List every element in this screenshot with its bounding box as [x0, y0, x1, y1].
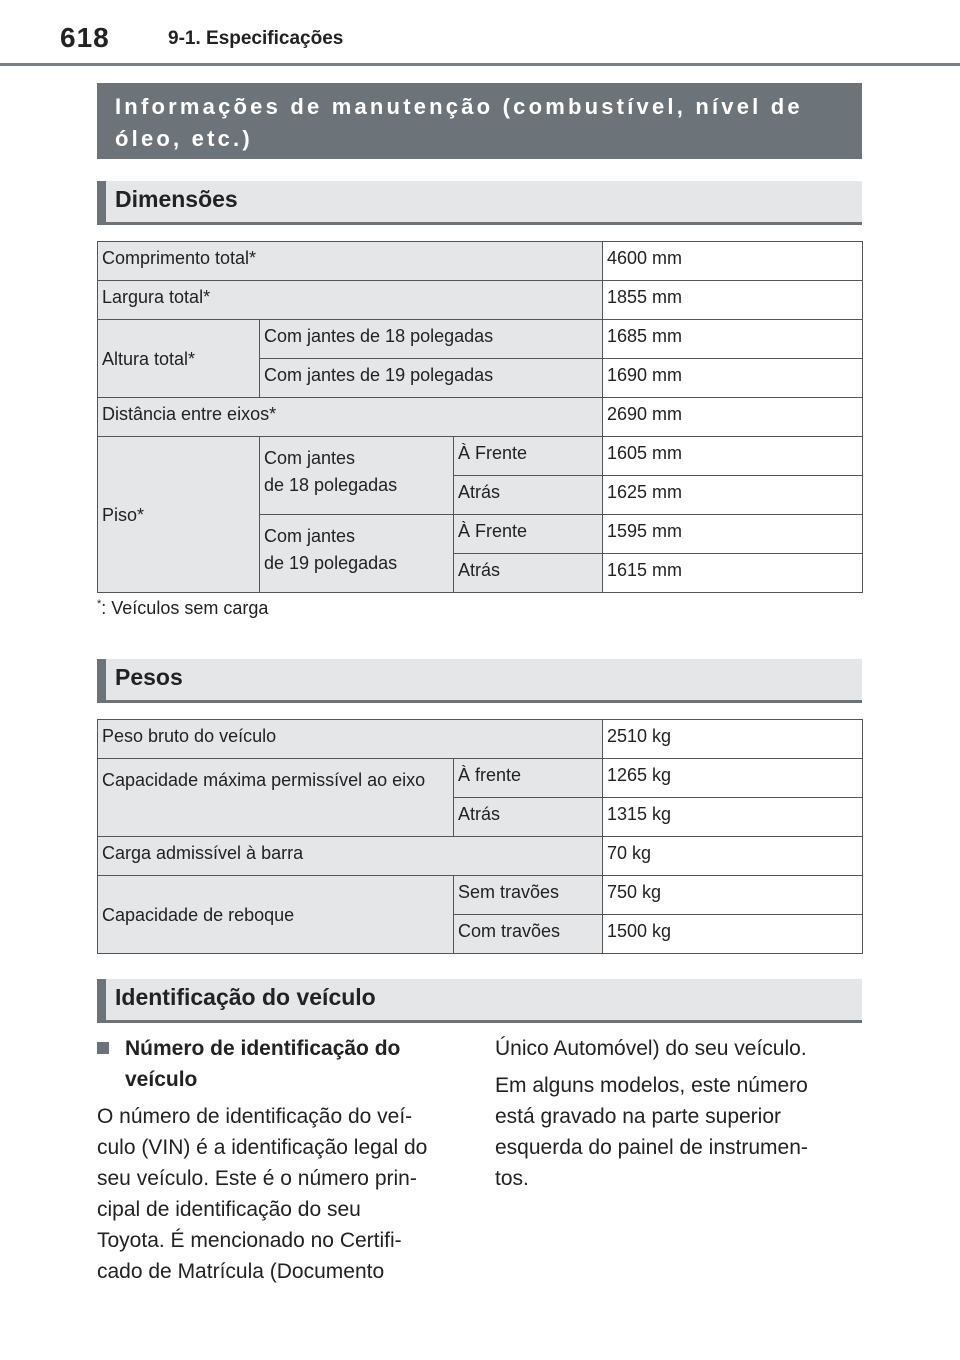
cell-value: 1265 kg: [603, 759, 863, 798]
right-column: [495, 1033, 865, 1194]
cell-value: 750 kg: [603, 876, 863, 915]
text-line: cado de Matrícula (Documento: [97, 1260, 385, 1283]
vin-subheading-line: Número de identificação do: [125, 1037, 401, 1060]
header-divider: [0, 63, 960, 66]
cell-label: [260, 437, 454, 515]
table-row: [98, 320, 863, 359]
cell-label: Altura total*: [98, 320, 260, 398]
section-banner: Informações de manutenção (combustível, nível de óleo, etc.): [97, 83, 862, 159]
text-line: O número de identificação do veí-: [97, 1105, 413, 1128]
vin-location-paragraph: [495, 1070, 865, 1194]
footnote-text: : Veículos sem carga: [101, 598, 269, 618]
cell-value: 4600 mm: [603, 242, 863, 281]
cell-value: 1315 kg: [603, 798, 863, 837]
left-column: [97, 1033, 467, 1287]
vin-paragraph: [97, 1101, 467, 1287]
identificacao-heading: [97, 979, 862, 1023]
vin-paragraph-continued: Único Automóvel) do seu veículo.: [495, 1037, 807, 1060]
identificacao-heading-text: Identificação do veículo: [115, 984, 376, 1010]
cell-value: 1685 mm: [603, 320, 863, 359]
cell-value: 70 kg: [603, 837, 863, 876]
chapter-title: 9-1. Especificações: [168, 28, 344, 49]
table-row: [98, 437, 863, 476]
cell-label: Largura total*: [98, 281, 603, 320]
page-header: [0, 0, 960, 64]
text-line: Toyota. É mencionado no Certifi-: [97, 1229, 402, 1252]
pesos-heading: [97, 659, 862, 703]
cell-value: 1500 kg: [603, 915, 863, 954]
cell-label: Sem travões: [454, 876, 603, 915]
cell-label: [260, 515, 454, 593]
cell-label: Capacidade de reboque: [98, 876, 454, 954]
footnote: [97, 598, 268, 619]
cell-label-line: Com jantes: [264, 526, 356, 546]
table-row: [98, 759, 863, 798]
page-number: 618: [60, 22, 110, 53]
cell-value: 1625 mm: [603, 476, 863, 515]
cell-label: Atrás: [454, 798, 603, 837]
cell-label: À frente: [454, 759, 603, 798]
table-row: [98, 876, 863, 915]
vin-subheading: [97, 1033, 467, 1095]
cell-value: 1595 mm: [603, 515, 863, 554]
text-line: cipal de identificação do seu: [97, 1198, 361, 1221]
cell-label: Peso bruto do veículo: [98, 720, 603, 759]
cell-label-line: de 18 polegadas: [264, 475, 398, 495]
cell-label: Piso*: [98, 437, 260, 593]
table-row: [98, 281, 863, 320]
cell-value: 1855 mm: [603, 281, 863, 320]
cell-label: À Frente: [454, 437, 603, 476]
square-bullet-icon: [97, 1042, 109, 1054]
cell-label: Atrás: [454, 476, 603, 515]
pesos-table: [97, 719, 863, 954]
text-line: seu veículo. Este é o número prin-: [97, 1167, 417, 1190]
table-row: [98, 242, 863, 281]
cell-label: Carga admissível à barra: [98, 837, 603, 876]
cell-label: Com jantes de 19 polegadas: [260, 359, 603, 398]
cell-label: Com travões: [454, 915, 603, 954]
table-row: [98, 837, 863, 876]
cell-label: Capacidade máxima permissível ao eixo: [98, 759, 454, 837]
cell-label: Distância entre eixos*: [98, 398, 603, 437]
vin-subheading-line: veículo: [125, 1068, 198, 1091]
table-row: [98, 720, 863, 759]
cell-label: À Frente: [454, 515, 603, 554]
cell-label: Atrás: [454, 554, 603, 593]
cell-label: Com jantes de 18 polegadas: [260, 320, 603, 359]
dimensoes-heading-text: Dimensões: [115, 186, 238, 212]
dimensoes-table: [97, 241, 863, 593]
text-line: Em alguns modelos, este número: [495, 1074, 808, 1097]
cell-label-line: de 19 polegadas: [264, 553, 398, 573]
cell-value: 1605 mm: [603, 437, 863, 476]
cell-label: Comprimento total*: [98, 242, 603, 281]
cell-value: 1690 mm: [603, 359, 863, 398]
pesos-heading-text: Pesos: [115, 664, 183, 690]
text-line: tos.: [495, 1167, 529, 1190]
text-line: esquerda do painel de instrumen-: [495, 1136, 808, 1159]
text-line: culo (VIN) é a identificação legal do: [97, 1136, 428, 1159]
text-line: está gravado na parte superior: [495, 1105, 782, 1128]
cell-value: 2510 kg: [603, 720, 863, 759]
cell-value: 2690 mm: [603, 398, 863, 437]
cell-value: 1615 mm: [603, 554, 863, 593]
cell-label-line: Com jantes: [264, 448, 356, 468]
table-row: [98, 398, 863, 437]
footnote-mark: *: [97, 598, 102, 610]
dimensoes-heading: [97, 181, 862, 225]
